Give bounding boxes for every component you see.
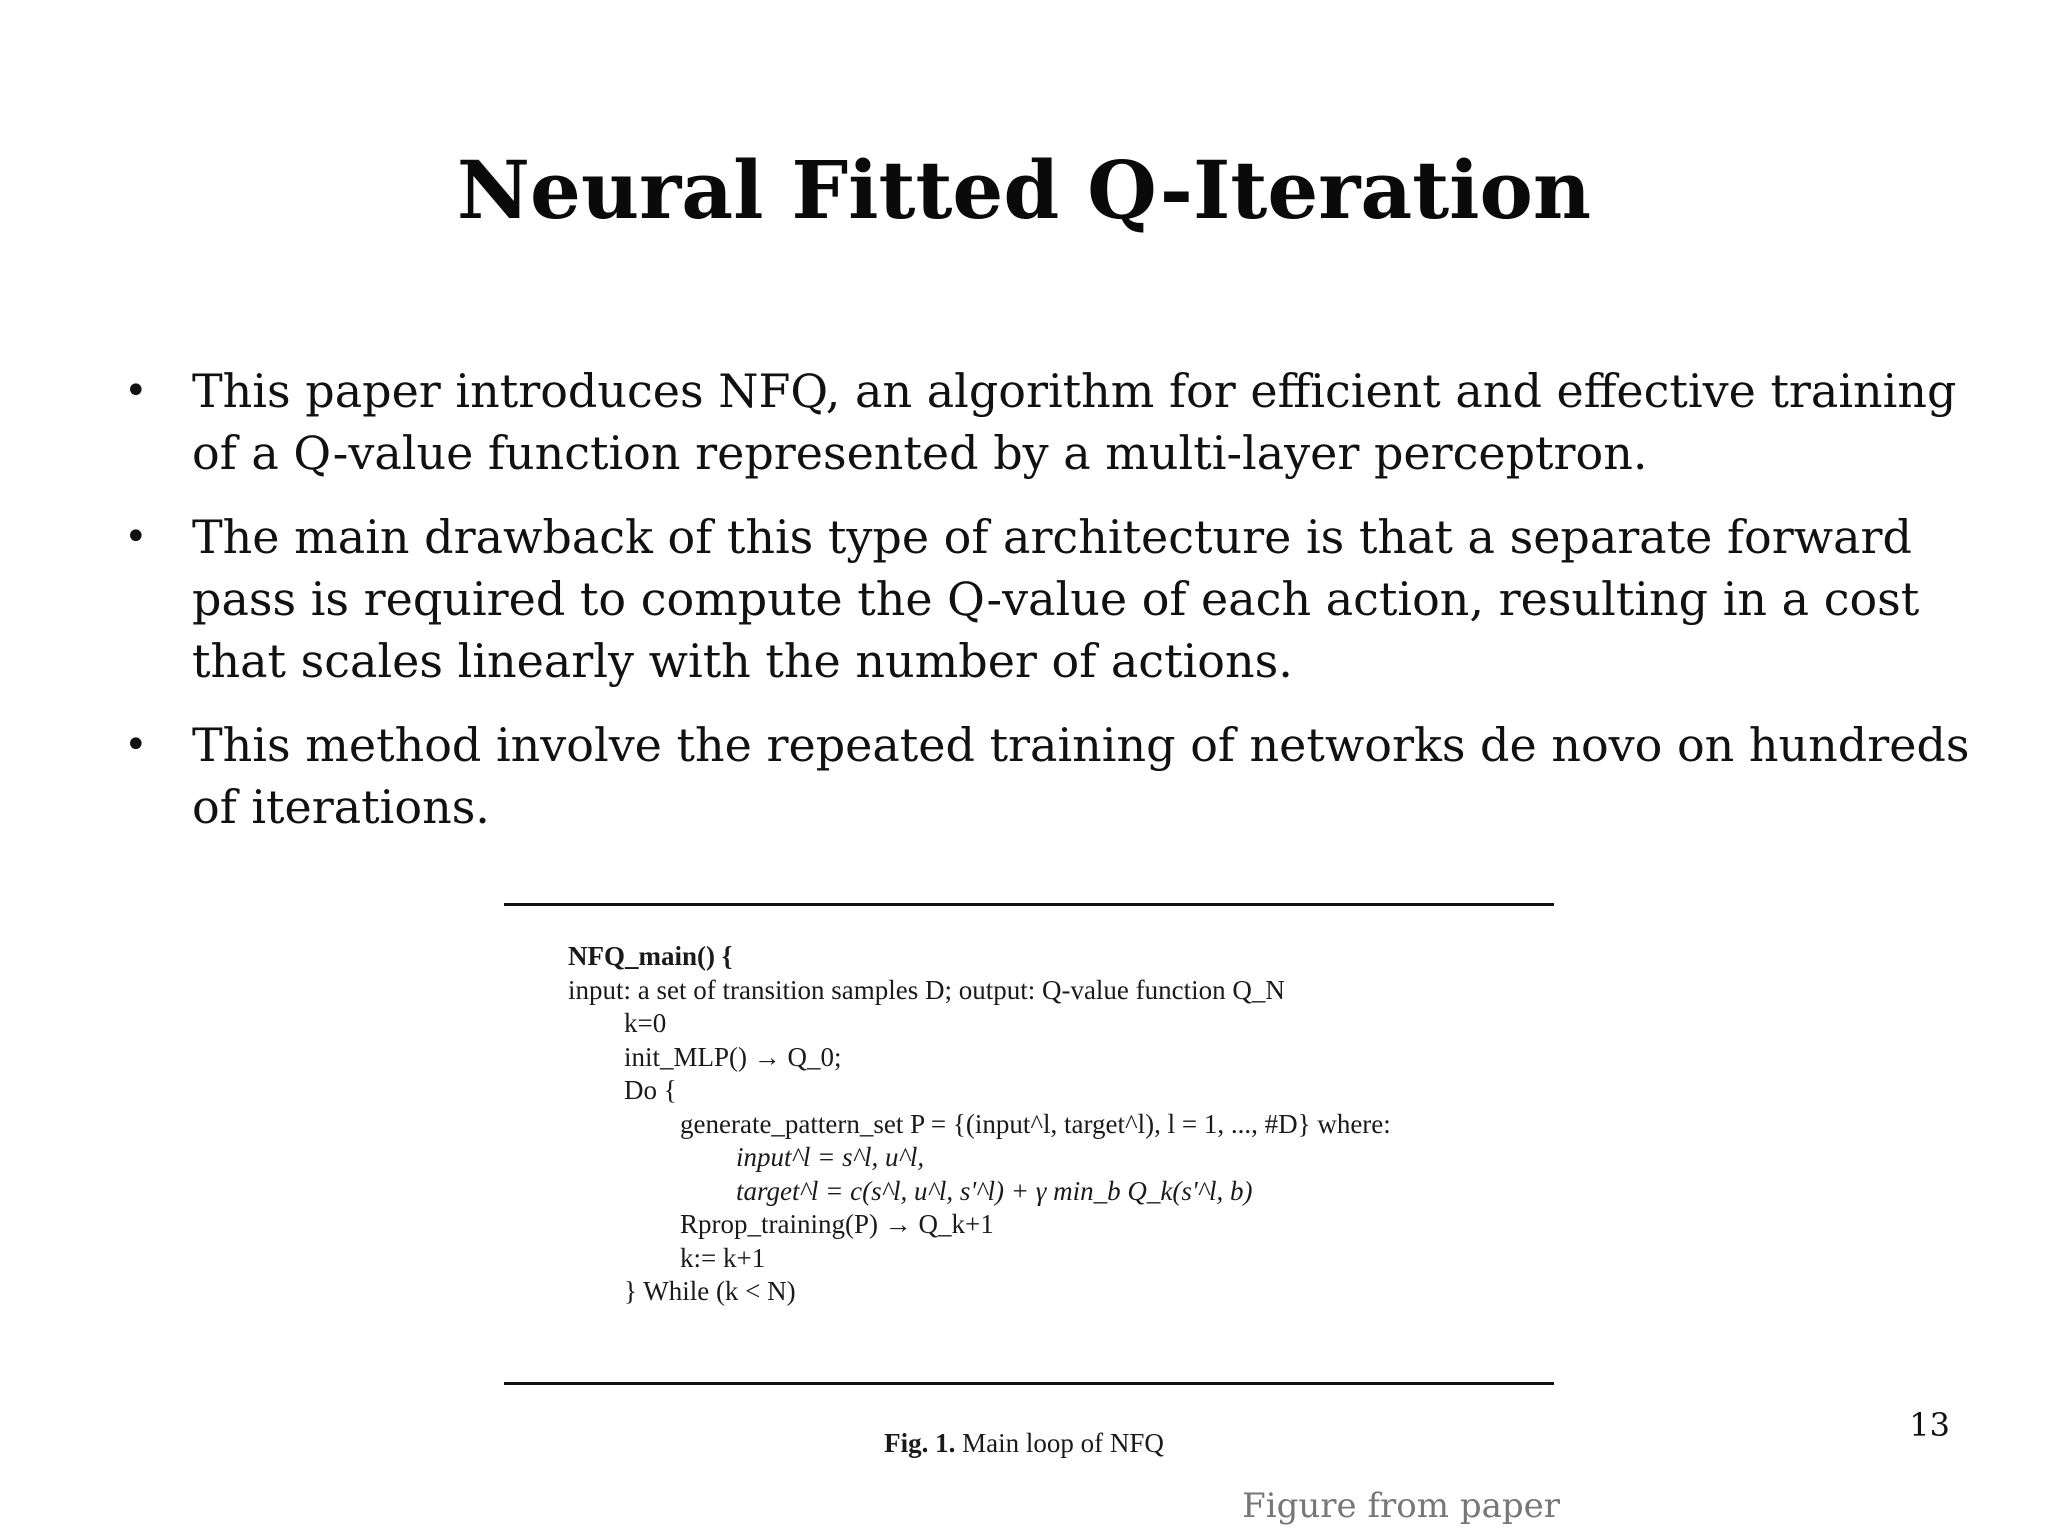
algo-line-io: input: a set of transition samples D; output: Q-value function Q_N [568, 974, 1285, 1005]
figure-bottom-rule [504, 1382, 1554, 1385]
algo-line-header: NFQ_main() { [568, 941, 733, 971]
slide-title: Neural Fitted Q-Iteration [456, 143, 1592, 237]
bullet-item [120, 714, 1980, 838]
page-number: 13 [1909, 1406, 1950, 1444]
algo-line-while: } While (k < N) [624, 1276, 796, 1306]
figure-caption-label: Fig. 1. [884, 1428, 956, 1458]
bullet-marker: • [124, 514, 148, 560]
algo-line-input-def: input^l = s^l, u^l, [736, 1142, 925, 1172]
bullet-list [120, 360, 1980, 860]
algorithm-listing [568, 940, 1548, 1309]
algo-line-do: Do { [624, 1075, 677, 1105]
bullet-text: This paper introduces NFQ, an algorithm for efficient and effective training of a Q-value function represented by a multi-layer perceptron. [192, 364, 1957, 480]
algo-line-generate: generate_pattern_set P = {(input^l, target^l), l = 1, ..., #D} where: [680, 1108, 1391, 1139]
algo-line-increment: k:= k+1 [680, 1242, 766, 1273]
algo-line-rprop: Rprop_training(P) → Q_k+1 [680, 1209, 994, 1239]
figure-top-rule [504, 903, 1554, 906]
bullet-text: The main drawback of this type of architecture is that a separate forward pass is required to compute the Q-value of each action, resulting in a cost that scales linearly with the number of actions. [192, 510, 1920, 688]
algo-line-target-def: target^l = c(s^l, u^l, s'^l) + γ min_b Q_k(s'^l, b) [736, 1175, 1253, 1206]
figure-caption-text: Main loop of NFQ [962, 1428, 1164, 1458]
source-note: Figure from paper [1242, 1486, 1560, 1526]
bullet-text: This method involve the repeated training of networks de novo on hundreds of iterations. [192, 718, 1970, 834]
figure-caption [0, 1428, 2048, 1459]
algo-line-init-k: k=0 [624, 1008, 667, 1038]
bullet-marker: • [124, 368, 148, 414]
bullet-marker: • [124, 722, 148, 768]
bullet-item [120, 360, 1980, 484]
bullet-item [120, 506, 1980, 692]
algo-line-init-mlp: init_MLP() → Q_0; [624, 1041, 842, 1072]
